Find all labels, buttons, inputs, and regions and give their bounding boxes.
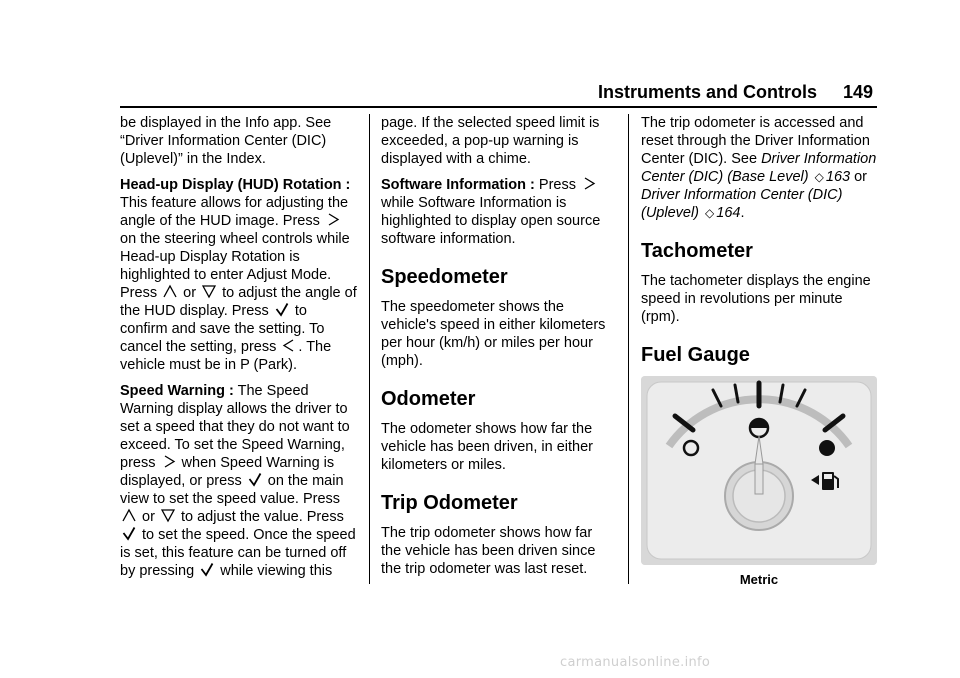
text: or: [142, 509, 155, 525]
text: This feature allows for adjusting the angle of the HUD image. Press: [120, 195, 349, 229]
column-2: [381, 114, 613, 586]
text: when Speed Warning is displayed, or press: [120, 455, 335, 489]
triangle-right-icon: [582, 176, 596, 191]
text: . The vehicle must be in P (Park).: [120, 339, 332, 373]
paragraph: page. If the selected speed limit is exceeded, a pop-up warning is displayed with a chime.: [381, 115, 600, 167]
speed-warning-label: Speed Warning :: [120, 383, 234, 399]
heading-trip-odometer: Trip Odometer: [381, 492, 518, 514]
text: on the steering wheel controls while Head-up Display Rotation is highlighted to enter Adjust Mode. Press: [120, 231, 350, 301]
hud-rotation-paragraph: [120, 176, 358, 374]
trip-reset-paragraph: [641, 114, 877, 222]
triangle-right-icon: [326, 212, 340, 227]
cross-reference-link[interactable]: Driver Information Center (DIC) (Base Level): [641, 151, 877, 185]
heading-speedometer: Speedometer: [381, 266, 508, 288]
triangle-down-icon: [202, 284, 216, 299]
paragraph: The trip odometer shows how far the vehicle has been driven since the trip odometer was last reset.: [381, 525, 596, 577]
text: to adjust the value. Press: [181, 509, 344, 525]
header-rule: [120, 106, 877, 108]
text: to adjust the angle of the HUD display. Press: [120, 285, 357, 319]
figure-caption: Metric: [739, 572, 779, 587]
column-1: [120, 114, 358, 588]
triangle-up-icon: [122, 508, 136, 523]
text: Press: [538, 177, 576, 193]
paragraph: be displayed in the Info app. See “Driver Information Center (DIC) (Uplevel)” in the Index.: [120, 115, 332, 167]
text: on the main view to set the speed value. Press: [120, 473, 344, 507]
text: to set the speed. Once the speed is set, this feature can be turned off by pressing: [120, 527, 356, 579]
checkmark-icon: [122, 526, 136, 541]
section-title: Instruments and Controls: [597, 82, 817, 102]
triangle-left-icon: [282, 338, 296, 353]
text: The Speed Warning display allows the driver to set a speed that they do not want to exceed. To set the Speed Warning, press: [120, 383, 350, 471]
triangle-down-icon: [161, 508, 175, 523]
paragraph: The odometer shows how far the vehicle has been driven, in either kilometers or miles.: [381, 421, 593, 473]
text: while viewing this: [220, 563, 333, 579]
page-reference[interactable]: 164: [716, 205, 741, 221]
column-divider: [628, 114, 629, 584]
watermark: carmanualsonline.info: [560, 655, 711, 670]
software-info-paragraph: [381, 176, 613, 248]
paragraph: The speedometer shows the vehicle's speed in either kilometers per hour (km/h) or miles per hour (mph).: [381, 299, 606, 369]
fuel-gauge-illustration: [641, 376, 877, 565]
page-number: 149: [842, 82, 873, 102]
heading-tachometer: Tachometer: [641, 240, 753, 262]
text: or: [183, 285, 197, 301]
checkmark-icon: [275, 302, 289, 317]
text: or: [854, 169, 868, 185]
cross-reference-icon: ◇: [814, 170, 824, 184]
triangle-right-icon: [162, 454, 176, 469]
fuel-gauge-drawing: [641, 376, 877, 565]
column-divider: [369, 114, 370, 584]
page-reference[interactable]: 163: [825, 169, 851, 185]
heading-odometer: Odometer: [381, 388, 476, 410]
text: while Software Information is highlighted to display open source software information.: [381, 195, 601, 247]
cross-reference-icon: ◇: [705, 206, 715, 220]
column-3: [641, 114, 877, 589]
text: .: [740, 205, 745, 221]
text: to confirm and save the setting. To cancel the setting, press: [120, 303, 325, 355]
cross-reference-link[interactable]: Driver Information Center (DIC) (Uplevel): [641, 187, 843, 221]
hud-rotation-label: Head-up Display (HUD) Rotation :: [120, 177, 351, 193]
heading-fuel-gauge: Fuel Gauge: [641, 344, 750, 366]
checkmark-icon: [248, 472, 262, 487]
text: The trip odometer is accessed and reset through the Driver Information Center (DIC). See: [641, 115, 870, 167]
paragraph: The tachometer displays the engine speed in revolutions per minute (rpm).: [641, 273, 871, 325]
checkmark-icon: [200, 562, 214, 577]
page-header: [120, 80, 877, 106]
triangle-up-icon: [163, 284, 177, 299]
software-info-label: Software Information :: [381, 177, 535, 193]
speed-warning-paragraph: [120, 382, 358, 580]
